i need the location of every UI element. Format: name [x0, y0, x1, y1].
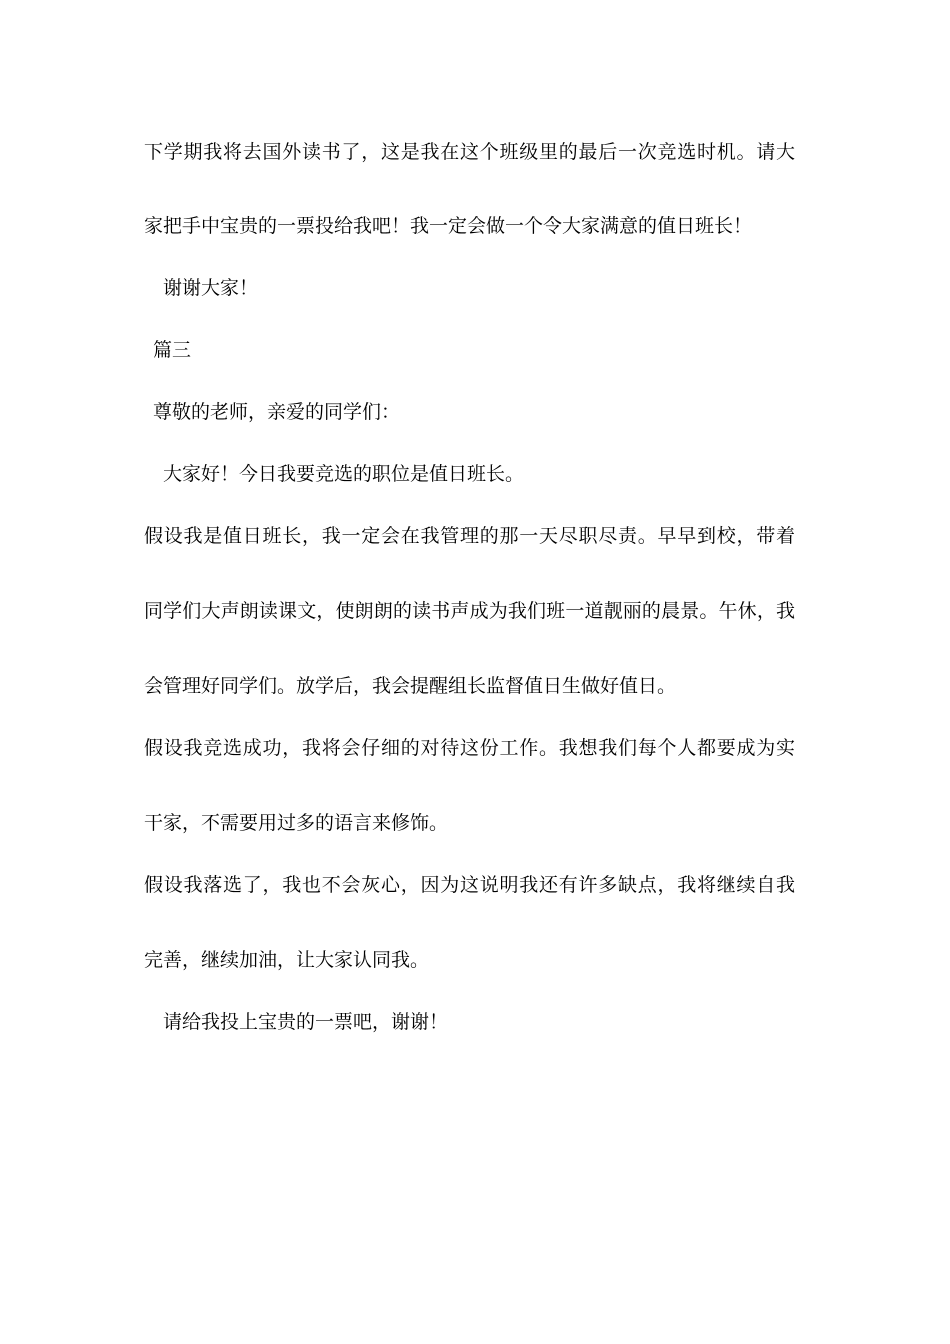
paragraph-line: 假设我竞选成功，我将会仔细的对待这份工作。我想我们每个人都要成为实 — [144, 737, 795, 759]
paragraph-line: 下学期我将去国外读书了，这是我在这个班级里的最后一次竞选时机。请大 — [144, 141, 795, 163]
paragraph-line: 同学们大声朗读课文，使朗朗的读书声成为我们班一道靓丽的晨景。午休，我 — [144, 600, 795, 622]
paragraph-line: 假设我是值日班长，我一定会在我管理的那一天尽职尽责。早早到校，带着 — [144, 525, 795, 547]
paragraph-line: 谢谢大家！ — [163, 277, 259, 299]
paragraph-line: 干家，不需要用过多的语言来修饰。 — [144, 812, 449, 834]
paragraph-line: 家把手中宝贵的一票投给我吧！我一定会做一个令大家满意的值日班长！ — [144, 215, 753, 237]
paragraph-line: 假设我落选了，我也不会灰心，因为这说明我还有许多缺点，我将继续自我 — [144, 874, 795, 896]
paragraph-line: 完善，继续加油，让大家认同我。 — [144, 949, 430, 971]
closing-line: 请给我投上宝贵的一票吧，谢谢！ — [163, 1011, 449, 1033]
salutation: 尊敬的老师，亲爱的同学们： — [153, 401, 401, 423]
paragraph-line: 会管理好同学们。放学后，我会提醒组长监督值日生做好值日。 — [144, 675, 677, 697]
section-heading: 篇三 — [153, 339, 192, 361]
paragraph-line: 大家好！今日我要竞选的职位是值日班长。 — [163, 463, 525, 485]
